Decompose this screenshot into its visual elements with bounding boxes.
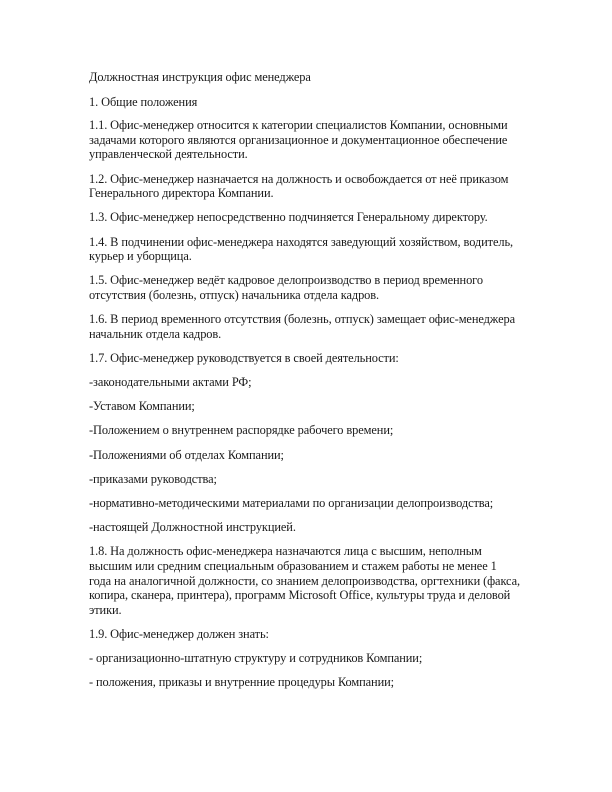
list-item: -нормативно-методическими материалами по организации делопроизводства; xyxy=(89,496,494,510)
list-item: -Уставом Компании; xyxy=(89,399,195,414)
paragraph-1-5: 1.5. Офис-менеджер ведёт кадровое делопроизводство в период временного отсутствия (болезнь, отпуск) начальника отдела кадров. xyxy=(89,273,483,302)
paragraph-1-8: 1.8. На должность офис-менеджера назначаются лица с высшим, неполным высшим или средним специальным образованием и стажем работы не менее 1 года на аналогичной должности, со знанием делопроизводства, оргтехники (факса, копира, сканера, принтера), программ Microsoft Office, культуры труда и деловой этики. xyxy=(89,544,521,617)
paragraph-1-1: 1.1. Офис-менеджер относится к категории специалистов Компании, основными задачами которого являются организационное и документационное обеспечение управленческой деятельности. xyxy=(89,118,508,162)
list-item: -приказами руководства; xyxy=(89,471,217,486)
document-title: Должностная инструкция офис менеджера xyxy=(89,70,311,84)
list-item: -Положением о внутреннем распорядке рабочего времени; xyxy=(89,423,394,438)
list-item: -настоящей Должностной инструкцией. xyxy=(89,520,296,535)
list-item: -Положениями об отделах Компании; xyxy=(89,447,284,462)
list-item: - положения, приказы и внутренние процедуры Компании; xyxy=(89,675,394,690)
paragraph-1-4: 1.4. В подчинении офис-менеджера находятся заведующий хозяйством, водитель, курьер и уборщица. xyxy=(89,234,514,264)
document-body xyxy=(89,70,521,700)
list-item: -законодательными актами РФ; xyxy=(89,375,252,390)
paragraph-1-6: 1.6. В период временного отсутствия (болезнь, отпуск) замещает офис-менеджера начальник отдела кадров. xyxy=(89,312,515,341)
paragraph-1-2: 1.2. Офис-менеджер назначается на должность и освобождается от неё приказом Генерального директора Компании. xyxy=(89,171,509,201)
section-heading: 1. Общие положения xyxy=(89,94,198,109)
paragraph-1-9: 1.9. Офис-менеджер должен знать: xyxy=(89,626,269,641)
paragraph-1-7: 1.7. Офис-менеджер руководствуется в своей деятельности: xyxy=(89,350,399,365)
list-item: - организационно-штатную структуру и сотрудников Компании; xyxy=(89,651,423,666)
paragraph-1-3: 1.3. Офис-менеджер непосредственно подчиняется Генеральному директору. xyxy=(89,210,488,225)
